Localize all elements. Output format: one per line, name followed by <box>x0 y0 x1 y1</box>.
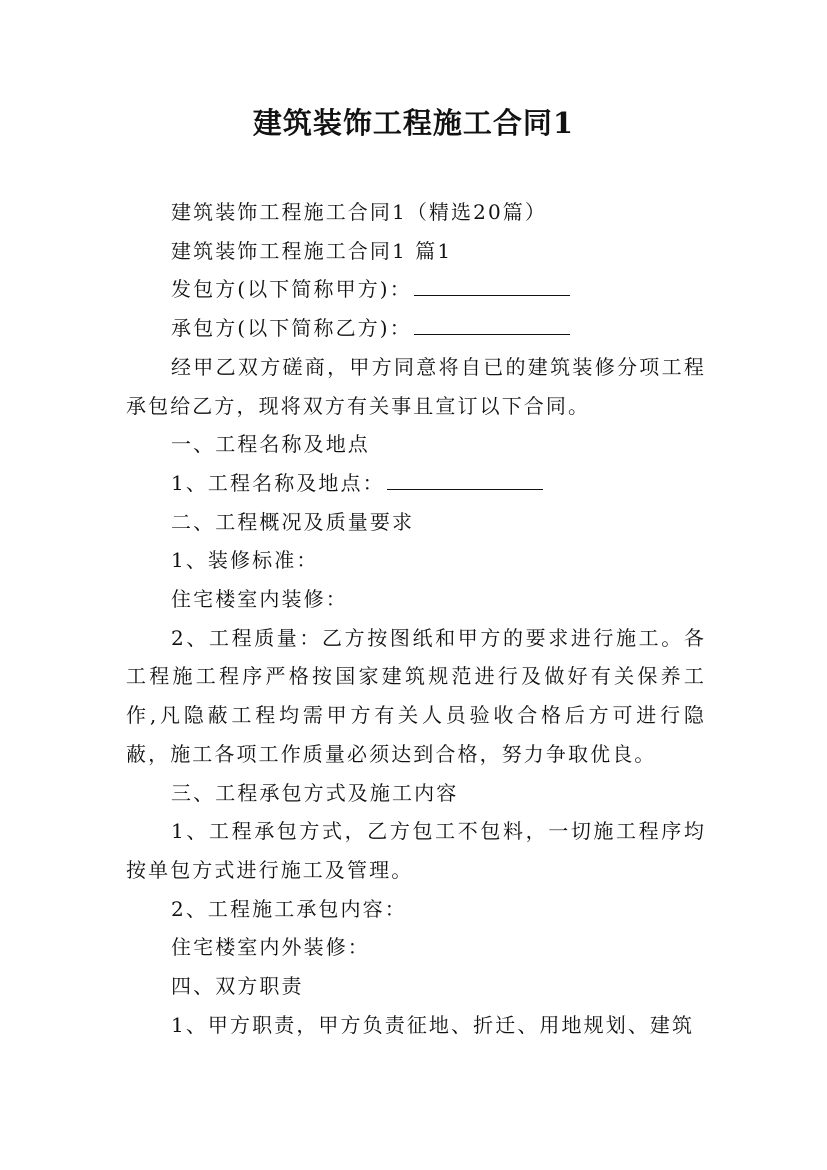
document-body <box>126 193 706 1044</box>
document-title: 建筑装饰工程施工合同1 <box>252 106 575 140</box>
section-heading: 建筑装饰工程施工合同1 篇1 <box>171 238 453 263</box>
party-a-label: 发包方(以下简称甲方)： <box>171 277 412 302</box>
party-b-label: 承包方(以下简称乙方)： <box>171 316 412 341</box>
project-name-blank <box>387 488 543 490</box>
party-a-line <box>126 270 706 309</box>
party-b-blank <box>414 333 570 335</box>
paragraph: 2、工程施工承包内容： <box>171 896 407 921</box>
clause-heading: 二、工程概况及质量要求 <box>171 509 415 534</box>
paragraph: 2、工程质量：乙方按图纸和甲方的要求进行施工。各工程施工程序严格按国家建筑规范进行及做好有关保养工作,凡隐蔽工程均需甲方有关人员验收合格后方可进行隐蔽，施工各项工作质量必须达到合格，努力争取优良。 <box>126 625 706 766</box>
project-name-line <box>126 464 706 503</box>
paragraph: 1、装修标准： <box>171 548 319 573</box>
clause-heading: 四、双方职责 <box>171 974 304 999</box>
party-a-blank <box>414 294 570 296</box>
party-b-line <box>126 309 706 348</box>
clause-heading: 三、工程承包方式及施工内容 <box>171 780 459 805</box>
paragraph: 经甲乙双方磋商，甲方同意将自已的建筑装修分项工程承包给乙方，现将双方有关事且宣订以下合同。 <box>126 354 706 418</box>
subtitle-line: 建筑装饰工程施工合同1（精选20篇） <box>171 200 547 224</box>
paragraph: 住宅楼室内外装修： <box>171 935 370 960</box>
paragraph: 1、甲方职责，甲方负责征地、折迁、用地规划、建筑 <box>171 1012 695 1037</box>
paragraph: 1、工程承包方式，乙方包工不包料，一切施工程序均按单包方式进行施工及管理。 <box>126 819 706 882</box>
paragraph: 住宅楼室内装修： <box>171 587 348 612</box>
project-name-label: 1、工程名称及地点： <box>171 470 385 495</box>
clause-heading: 一、工程名称及地点 <box>171 432 370 457</box>
